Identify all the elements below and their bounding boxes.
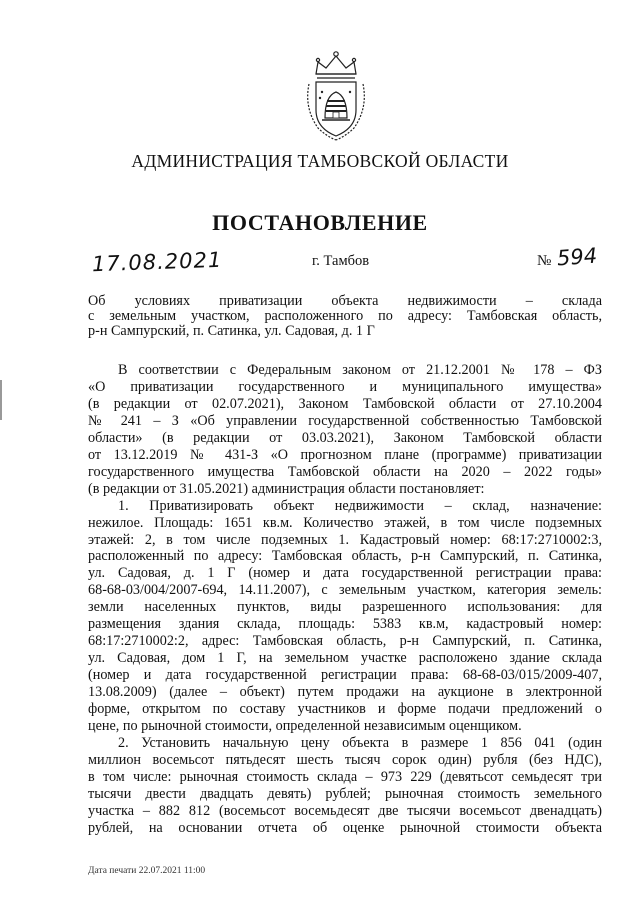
scan-edge-mark [0, 380, 2, 420]
body-line: ул. Садовая, дом 1 Г, на земельном участке расположено здание склада [88, 650, 602, 667]
handwritten-number: 594 [556, 243, 598, 271]
body-line: (номер и дата государственной регистрации права: 68-68-03/015/2009-407, [88, 667, 602, 684]
body-line: «О приватизации государственного и муниципального имущества» [88, 378, 602, 395]
body-line: (в редакции от 31.05.2021) администрация области постановляет: [88, 480, 485, 497]
body-line: В соответствии с Федеральным законом от 21.12.2001 № 178 – ФЗ [118, 362, 602, 378]
coat-of-arms-emblem [296, 48, 376, 144]
subject-line: р-н Сампурский, п. Сатинка, ул. Садовая, д. 1 Г [88, 323, 375, 339]
body-line: № 241 – З «Об управлении государственной собственностью Тамбовской [88, 412, 602, 429]
body-line: рублей, на основании отчета об оценке рыночной стоимости объекта [88, 819, 602, 836]
handwritten-date: 17.08.2021 [91, 247, 223, 277]
document-subject [88, 294, 602, 339]
number-label: № [537, 253, 552, 269]
body-line: 68:17:2710002:2, адрес: Тамбовская область, р-н Сампурский, п. Сатинка, [88, 633, 602, 650]
body-line: миллион восемьсот пятьдесят шесть тысяч сорок один) рубля (без НДС), [88, 751, 602, 768]
body-line: 13.08.2009) (далее – объект) путем продажи на аукционе в электронной [88, 684, 602, 701]
body-line: 2. Установить начальную цену объекта в размере 1 856 041 (один [118, 734, 602, 751]
subject-line: Об условиях приватизации объекта недвижимости – склада [88, 293, 602, 309]
body-line: этажей: 2, в том числе подземных 1. Кадастровый номер: 68:17:2710002:3, [88, 531, 602, 548]
body-line: цене, по рыночной стоимости, определенной независимым оценщиком. [88, 718, 522, 735]
body-line: области» (в редакции от 03.03.2021), Законом Тамбовской области [88, 429, 602, 446]
body-line: размещения здания склада, площадь: 5383 кв.м, кадастровый номер: [88, 616, 602, 633]
body-line: в том числе: рыночная стоимость склада – 973 229 (девятьсот семьдесят три [88, 768, 602, 785]
body-line: ул. Садовая, д. 1 Г (номер и дата государственной регистрации права: [88, 565, 602, 582]
body-line: форме, открытом по составу участников и форме подачи предложений о [88, 701, 602, 718]
body-line: 1. Приватизировать объект недвижимости – склад, назначение: [118, 497, 602, 514]
body-line: расположенный по адресу: Тамбовская область, р-н Сампурский, п. Сатинка, [88, 548, 602, 565]
body-line: тысячи двести двадцать девять) рублей; рыночная стоимость земельного [88, 785, 602, 802]
city-name: г. Тамбов [312, 253, 370, 269]
body-line: государственного имущества Тамбовской области на 2020 – 2022 годы» [88, 463, 602, 480]
document-type-title: ПОСТАНОВЛЕНИЕ [212, 210, 428, 235]
document-body [88, 362, 602, 837]
body-line: земли населенных пунктов, виды разрешенного использования: для [88, 599, 602, 616]
organization-name: АДМИНИСТРАЦИЯ ТАМБОВСКОЙ ОБЛАСТИ [131, 151, 509, 171]
print-date-footer: Дата печати 22.07.2021 11:00 [88, 866, 206, 876]
subject-line: с земельным участком, расположенного по адресу: Тамбовская область, [88, 308, 602, 324]
body-line: (в редакции от 02.07.2021), Законом Тамбовской области от 27.10.2004 [88, 395, 602, 412]
body-line: нежилое. Площадь: 1651 кв.м. Количество этажей, в том числе подземных [88, 514, 602, 531]
body-line: от 13.12.2019 № 431-З «О прогнозном плане (программе) приватизации [88, 446, 602, 463]
body-line: 68-68-03/004/2007-694, 14.11.2007), с земельным участком, категория земель: [88, 582, 602, 599]
body-line: участка – 882 812 (восемьсот восемьдесят две тысячи восемьсот двенадцать) [88, 802, 602, 819]
